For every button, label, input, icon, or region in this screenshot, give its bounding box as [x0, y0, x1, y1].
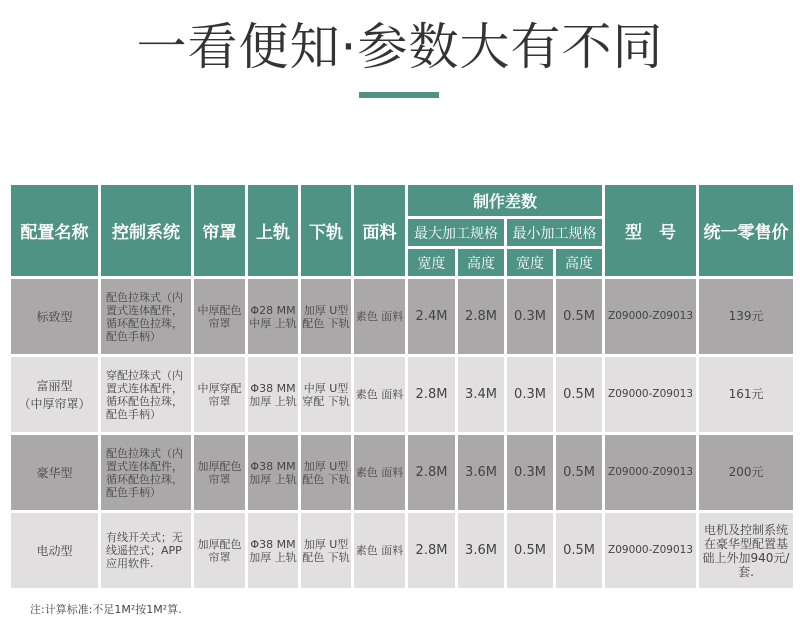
row-upper-rail: Φ38 MM 加厚 上轨 [248, 357, 298, 432]
row-max-height: 3.6M [458, 513, 504, 588]
row-control: 穿配拉珠式（内置式连体配件，循环配色拉珠，配色手柄） [101, 357, 191, 432]
header-upper-rail: 上轨 [248, 185, 298, 276]
header-min-width: 宽度 [507, 249, 553, 276]
row-lower-rail: 加厚 U型 配色 下轨 [301, 513, 351, 588]
row-price: 139元 [699, 279, 793, 354]
header-min-height: 高度 [556, 249, 602, 276]
header-max-spec: 最大加工规格 [408, 219, 504, 246]
row-control: 配色拉珠式（内置式连体配件，循环配色拉珠，配色手柄） [101, 279, 191, 354]
row-name: 豪华型 [11, 435, 98, 510]
table-row [11, 357, 793, 432]
table-row [11, 435, 793, 510]
footnote: 注:计算标准:不足1M²按1M²算. [30, 603, 182, 616]
row-control: 配色拉珠式（内置式连体配件，循环配色拉珠，配色手柄） [101, 435, 191, 510]
row-valance: 中厚配色帘罩 [194, 279, 245, 354]
row-min-height: 0.5M [556, 435, 602, 510]
header-min-spec: 最小加工规格 [507, 219, 602, 246]
header-price: 统一零售价 [699, 185, 793, 276]
row-min-width: 0.5M [507, 513, 553, 588]
row-control: 有线开关式；无线遥控式；APP应用软件. [101, 513, 191, 588]
page-title: 一看便知·参数大有不同 [136, 18, 664, 76]
table-row [11, 279, 793, 354]
header-max-height: 高度 [458, 249, 504, 276]
spec-table [8, 182, 796, 591]
header-config-name: 配置名称 [11, 185, 98, 276]
header-fabric: 面料 [354, 185, 405, 276]
row-min-width: 0.3M [507, 357, 553, 432]
row-price: 200元 [699, 435, 793, 510]
header-model: 型 号 [605, 185, 696, 276]
row-max-width: 2.8M [408, 357, 455, 432]
row-lower-rail: 加厚 U型 配色 下轨 [301, 435, 351, 510]
row-min-height: 0.5M [556, 357, 602, 432]
row-fabric: 素色 面料 [354, 435, 405, 510]
row-max-height: 2.8M [458, 279, 504, 354]
row-max-width: 2.4M [408, 279, 455, 354]
row-max-height: 3.6M [458, 435, 504, 510]
row-model: Z09000-Z09013 [605, 435, 696, 510]
row-lower-rail: 加厚 U型 配色 下轨 [301, 279, 351, 354]
title-underline [359, 92, 439, 98]
header-tolerance: 制作差数 [408, 185, 602, 216]
row-upper-rail: Φ38 MM 加厚 上轨 [248, 435, 298, 510]
row-fabric: 素色 面料 [354, 357, 405, 432]
row-price: 161元 [699, 357, 793, 432]
header-control-system: 控制系统 [101, 185, 191, 276]
header-lower-rail: 下轨 [301, 185, 351, 276]
row-fabric: 素色 面料 [354, 279, 405, 354]
row-max-width: 2.8M [408, 435, 455, 510]
table-row [11, 513, 793, 588]
row-min-height: 0.5M [556, 513, 602, 588]
row-upper-rail: Φ28 MM 中厚 上轨 [248, 279, 298, 354]
row-max-height: 3.4M [458, 357, 504, 432]
row-min-width: 0.3M [507, 435, 553, 510]
row-max-width: 2.8M [408, 513, 455, 588]
row-model: Z09000-Z09013 [605, 279, 696, 354]
row-name: 电动型 [11, 513, 98, 588]
header-max-width: 宽度 [408, 249, 455, 276]
row-lower-rail: 中厚 U型 穿配 下轨 [301, 357, 351, 432]
row-valance: 加厚配色帘罩 [194, 435, 245, 510]
row-min-height: 0.5M [556, 279, 602, 354]
row-model: Z09000-Z09013 [605, 357, 696, 432]
row-model: Z09000-Z09013 [605, 513, 696, 588]
row-name: 标致型 [11, 279, 98, 354]
row-price: 电机及控制系统在豪华型配置基础上外加940元/套. [699, 513, 793, 588]
row-upper-rail: Φ38 MM 加厚 上轨 [248, 513, 298, 588]
row-min-width: 0.3M [507, 279, 553, 354]
row-name: 富丽型 （中厚帘罩） [11, 357, 98, 432]
row-fabric: 素色 面料 [354, 513, 405, 588]
row-valance: 中厚穿配帘罩 [194, 357, 245, 432]
header-valance: 帘罩 [194, 185, 245, 276]
row-valance: 加厚配色帘罩 [194, 513, 245, 588]
